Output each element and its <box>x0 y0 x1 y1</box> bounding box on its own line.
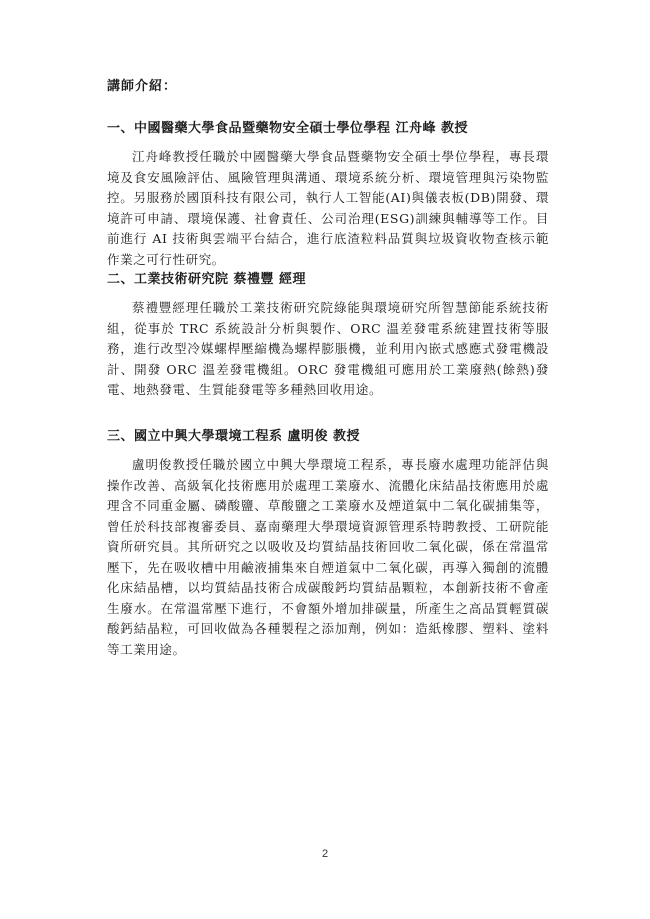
section-3-body: 盧明俊教授任職於國立中興大學環境工程系，專長廢水處理功能評估與操作改善、高級氧化技術應用於處理工業廢水、流體化床結晶技術應用於處理含不同重金屬、磷酸鹽、草酸鹽之工業廢水及煙道氣中二氧化碳捕集等，曾任於科技部複審委員、嘉南藥理大學環境資源管理系特聘教授、工研院能資所研究員。其所研究之以吸收及均質結晶技術回收二氧化碳，係在常溫常壓下，先在吸收槽中用鹼液捕集來自煙道氣中二氧化碳，再導入獨創的流體化床結晶槽，以均質結晶技術合成碳酸鈣均質結晶顆粒，本創新技術不會產生廢水。在常溫常壓下進行，不會額外增加排碳量，所產生之高品質輕質碳酸鈣結晶粒，可回收做為各種製程之添加劑，例如：造紙橡膠、塑料、塗料等工業用途。 <box>107 457 549 657</box>
page-number: 2 <box>321 848 329 860</box>
section-2-heading: 二、工業技術研究院 蔡禮豐 經理 <box>107 272 307 287</box>
section-2-body: 蔡禮豐經理任職於工業技術研究院綠能與環境研究所智慧節能系統技術組，從事於 TRC 系統設計分析與製作、ORC 溫差發電系統建置技術等服務，進行改型冷媒螺桿壓縮機為螺桿膨脹機，並利用內嵌式感應式發電機設計、開發 ORC 溫差發電機組。ORC 發電機組可應用於工業廢熱(餘熱)發電、地熱發電、生質能發電等多種熱回收用途。 <box>107 300 549 397</box>
section-1-body: 江舟峰教授任職於中國醫藥大學食品暨藥物安全碩士學位學程，專長環境及食安風險評估、風險管理與溝通、環境系統分析、環境管理與污染物監控。另服務於國頂科技有限公司，執行人工智能(AI)與儀表板(DB)開發、環境許可申請、環境保護、社會責任、公司治理(ESG)訓練與輔導等工作。目前進行 AI 技術與雲端平台結合，進行底渣粒料品質與垃圾資收物查核示範作業之可行性研究。 <box>107 149 549 267</box>
section-3-heading: 三、國立中興大學環境工程系 盧明俊 教授 <box>107 429 361 444</box>
section-1-heading: 一、中國醫藥大學食品暨藥物安全碩士學位學程 江舟峰 教授 <box>107 121 469 136</box>
page-title: 講師介紹： <box>107 79 178 94</box>
